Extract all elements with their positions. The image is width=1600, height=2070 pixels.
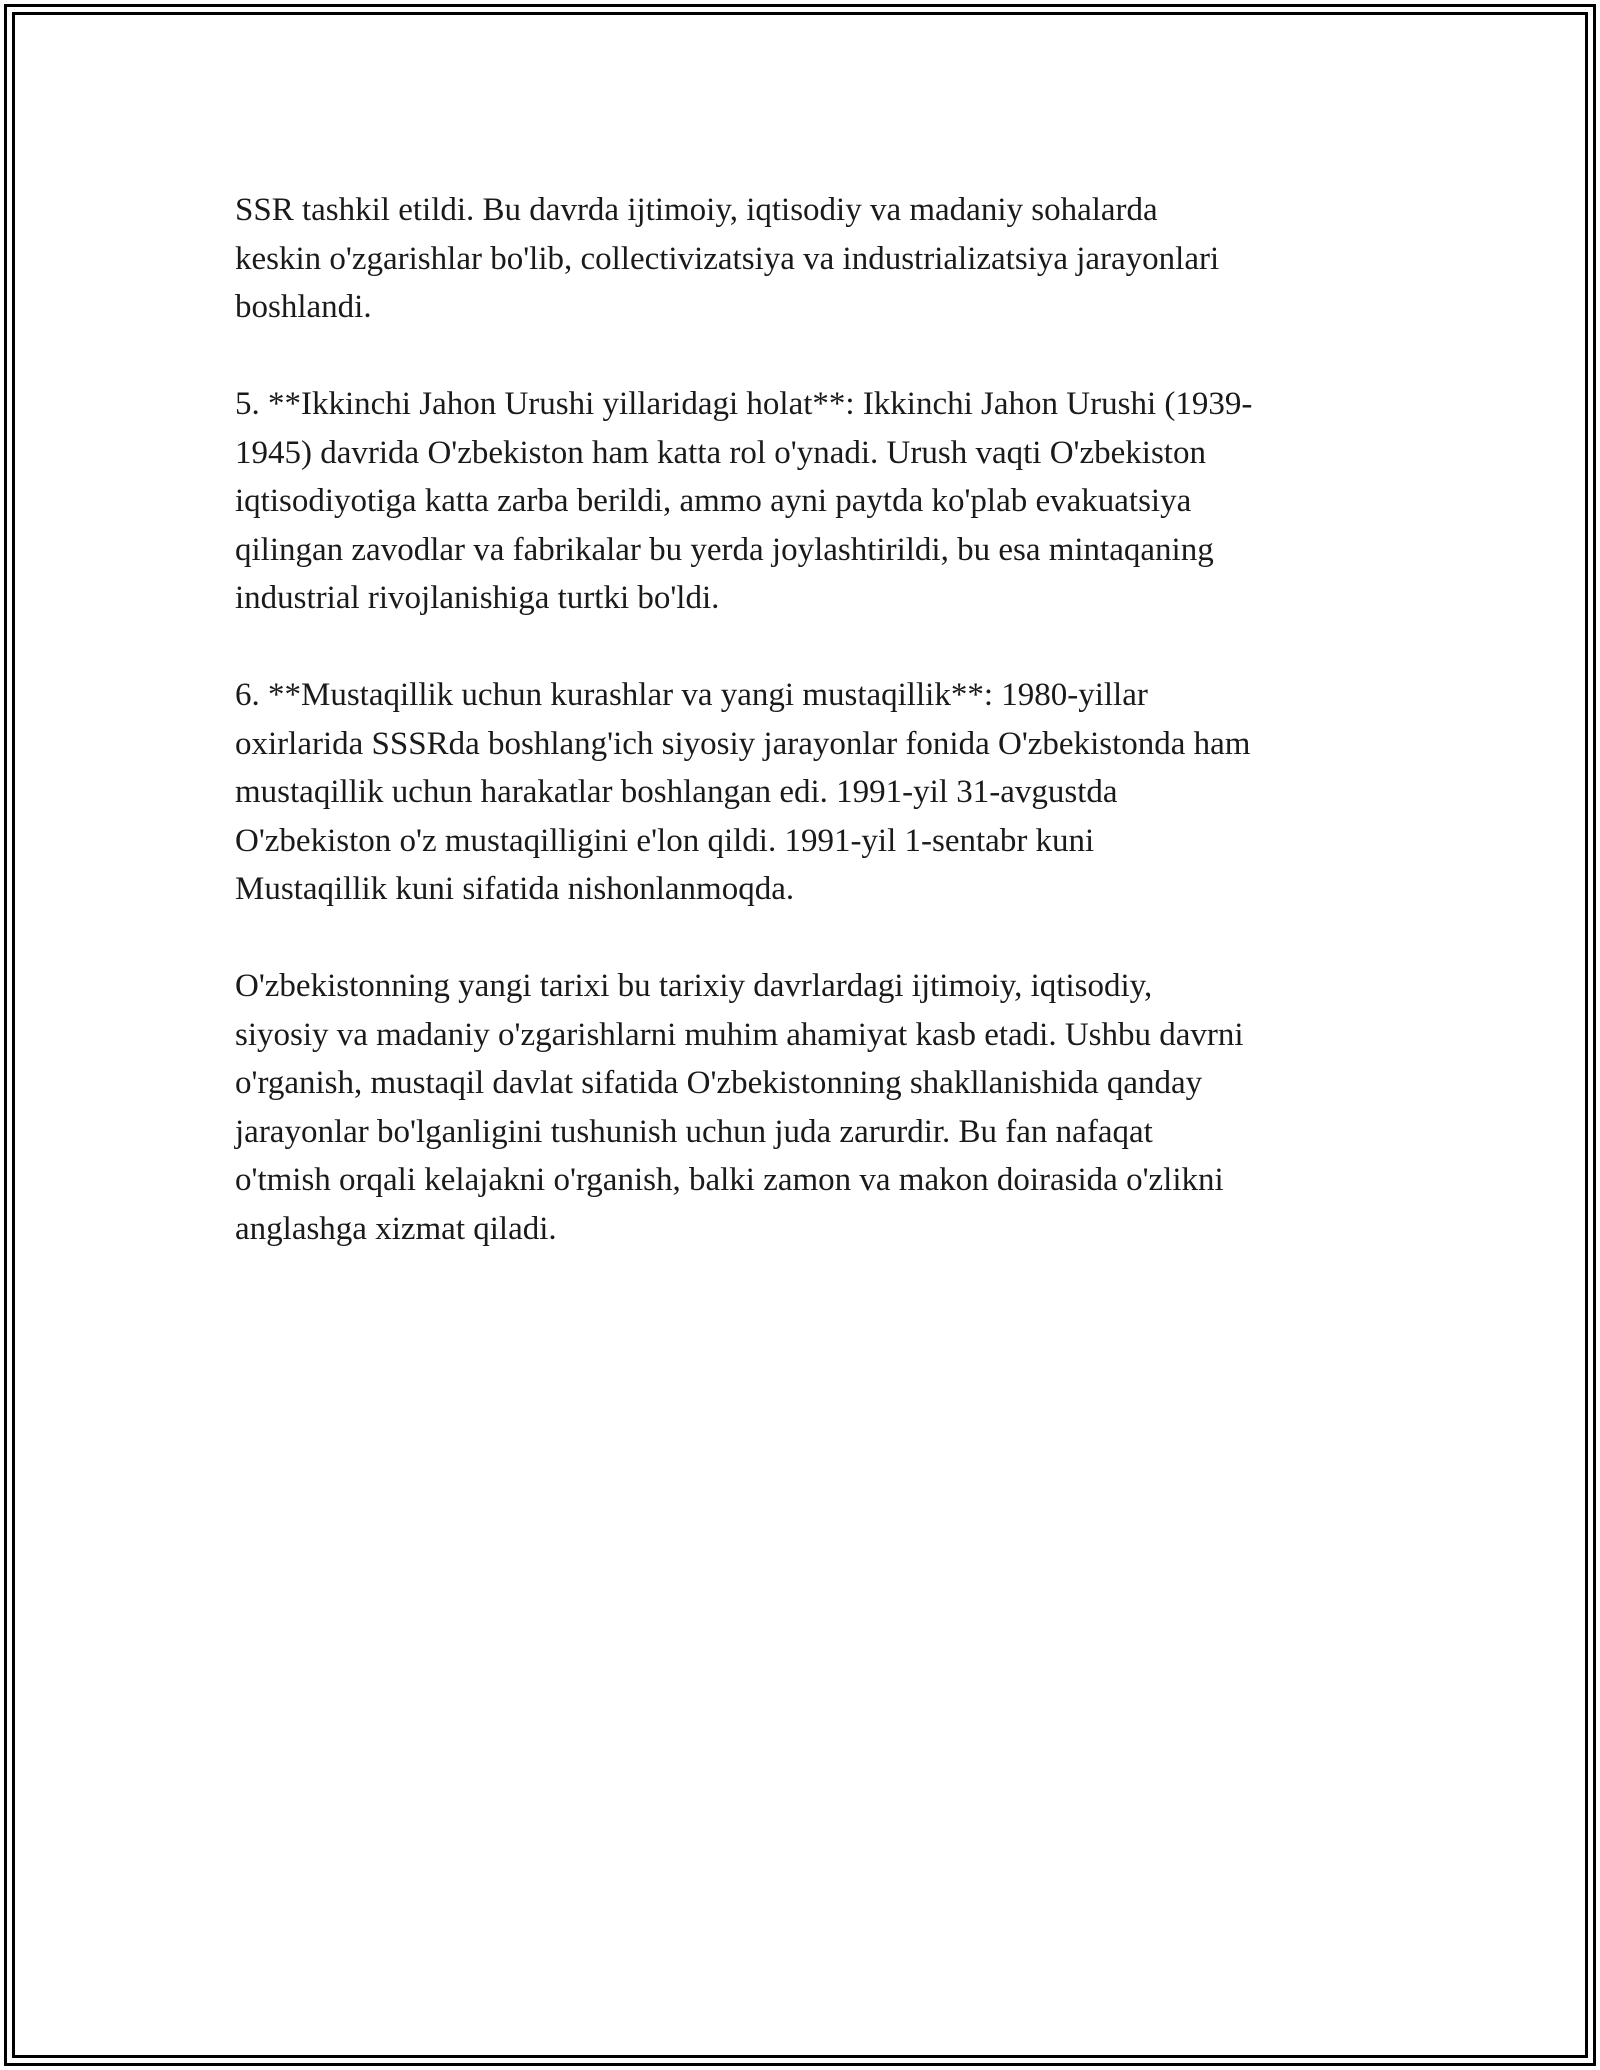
paragraph-conclusion: O'zbekistonning yangi tarixi bu tarixiy davrlardagi ijtimoiy, iqtisodiy, siyosiy va madaniy o'zgarishlarni muhim ahamiyat kasb etadi. Ushbu davrni o'rganish, mustaqil davlat sifatida O'zbekistonning shakllanishida qanday jarayonlar bo'lganligini tushunish uchun juda zarurdir. Bu fan nafaqat o'tmish orqali kelajakni o'rganish, balki zamon va makon doirasida o'zlikni anglashga xizmat qiladi. [235, 968, 1244, 1247]
paragraph-intro-continuation: SSR tashkil etildi. Bu davrda ijtimoiy, iqtisodiy va madaniy sohalarda keskin o'zgarishlar bo'lib, collectivizatsiya va industrializatsiya jarayonlari boshlandi. [235, 192, 1220, 325]
paragraph-item-6: 6. **Mustaqillik uchun kurashlar va yangi mustaqillik**: 1980-yillar oxirlarida SSSRda boshlang'ich siyosiy jarayonlar fonida O'zbekistonda ham mustaqillik uchun harakatlar boshlangan edi. 1991-yil 31-avgustda O'zbekiston o'z mustaqilligini e'lon qildi. 1991-yil 1-sentabr kuni Mustaqillik kuni sifatida nishonlanmoqda. [235, 677, 1251, 907]
paragraph-item-5: 5. **Ikkinchi Jahon Urushi yillaridagi holat**: Ikkinchi Jahon Urushi (1939- 1945) davrida O'zbekiston ham katta rol o'ynadi. Urush vaqti O'zbekiston iqtisodiyotiga katta zarba berildi, ammo ayni paytda ko'plab evakuatsiya qilingan zavodlar va fabrikalar bu yerda joylashtirildi, bu esa mintaqaning industrial rivojlanishiga turtki bo'ldi. [235, 386, 1253, 616]
document-body [235, 186, 1395, 1302]
